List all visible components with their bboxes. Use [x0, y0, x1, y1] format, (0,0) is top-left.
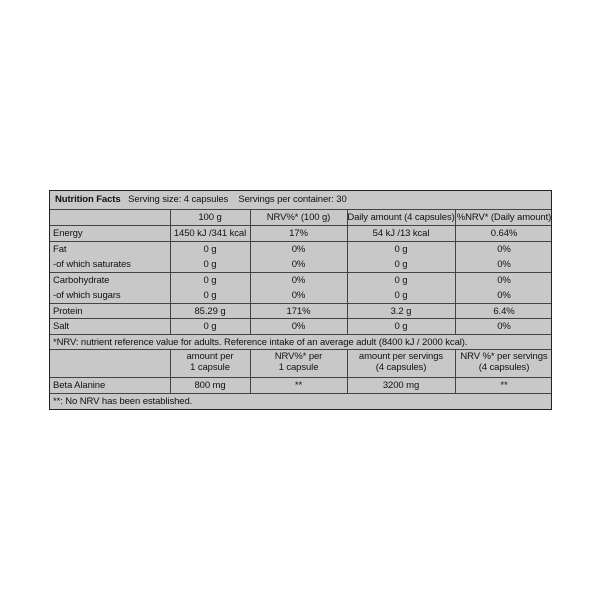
row-label: Protein: [53, 306, 83, 317]
table-cell: 0 g: [203, 259, 217, 270]
nutrition-header: [52, 194, 347, 205]
row-label: Carbohydrate: [53, 275, 110, 286]
table-cell: 17%: [289, 228, 308, 239]
column-header: [347, 352, 455, 373]
table-cell: 0%: [497, 244, 511, 255]
divider: [50, 303, 551, 304]
column-header: NRV%* (100 g): [266, 212, 331, 223]
divider: [50, 377, 551, 378]
table-cell: 0%: [291, 275, 306, 286]
divider: [50, 241, 551, 242]
column-header-line: amount per servings: [358, 351, 444, 362]
column-header: [170, 352, 250, 373]
nrv-note: *NRV: nutrient reference value for adults. Reference intake of an average adult (8400 kJ / 2000 kcal).: [53, 337, 468, 348]
table-cell: 0 g: [203, 244, 217, 255]
table-cell: 0%: [291, 244, 306, 255]
row-label: Salt: [53, 321, 69, 332]
column-header: Daily amount (4 capsules): [347, 212, 455, 223]
table-cell: 0%: [497, 259, 511, 270]
table-cell: 0%: [497, 290, 511, 301]
table-cell: 171%: [286, 306, 311, 317]
nutrition-facts-panel: [49, 190, 552, 410]
divider: [50, 349, 551, 350]
table-cell: 3200 mg: [382, 380, 420, 391]
table-cell: 0 g: [203, 290, 217, 301]
table-cell: 0 g: [394, 244, 408, 255]
column-header: [250, 352, 347, 373]
divider: [50, 318, 551, 319]
row-label: -of which sugars: [53, 290, 121, 301]
row-label: Energy: [53, 228, 83, 239]
table-cell: 3.2 g: [390, 306, 412, 317]
table-cell: 0 g: [203, 275, 217, 286]
divider: [50, 334, 551, 335]
table-cell: 0%: [497, 275, 511, 286]
row-label: Fat: [53, 244, 67, 255]
column-header-line: (4 capsules): [375, 361, 427, 373]
divider: [50, 225, 551, 226]
column-header-line: 1 capsule: [190, 361, 230, 373]
column-header-line: NRV%* per: [274, 351, 323, 362]
column-header-line: 1 capsule: [278, 361, 319, 373]
divider: [50, 209, 551, 210]
table-cell: 0%: [291, 321, 306, 332]
table-cell: 0 g: [394, 259, 408, 270]
divider: [50, 272, 551, 273]
column-header: %NRV* (Daily amount): [456, 212, 552, 223]
row-label: Beta Alanine: [53, 380, 106, 391]
column-header-line: (4 capsules): [478, 361, 530, 373]
table-cell: 0.64%: [490, 228, 518, 239]
nutrition-title: Nutrition Facts: [55, 194, 121, 205]
table-cell: 0%: [497, 321, 511, 332]
footnote: **: No NRV has been established.: [53, 396, 193, 407]
table-cell: **: [500, 380, 508, 391]
row-label: -of which saturates: [53, 259, 131, 270]
column-header: 100 g: [198, 212, 222, 223]
table-cell: 0 g: [394, 275, 408, 286]
column-header: [455, 352, 553, 373]
table-cell: 54 kJ /13 kcal: [372, 228, 430, 239]
table-cell: 1450 kJ /341 kcal: [173, 228, 247, 239]
table-cell: 85.29 g: [194, 306, 226, 317]
table-cell: 6.4%: [493, 306, 515, 317]
table-cell: 0%: [291, 259, 306, 270]
column-header-line: amount per: [186, 351, 234, 362]
servings-per-container: Servings per container: 30: [238, 194, 347, 205]
table-cell: 0 g: [394, 321, 408, 332]
table-cell: 800 mg: [194, 380, 226, 391]
table-cell: **: [294, 380, 303, 391]
serving-size: Serving size: 4 capsules: [128, 194, 229, 205]
table-cell: 0 g: [394, 290, 408, 301]
table-cell: 0 g: [203, 321, 217, 332]
divider: [50, 393, 551, 394]
column-header-line: NRV %* per servings: [460, 351, 548, 362]
table-cell: 0%: [291, 290, 306, 301]
